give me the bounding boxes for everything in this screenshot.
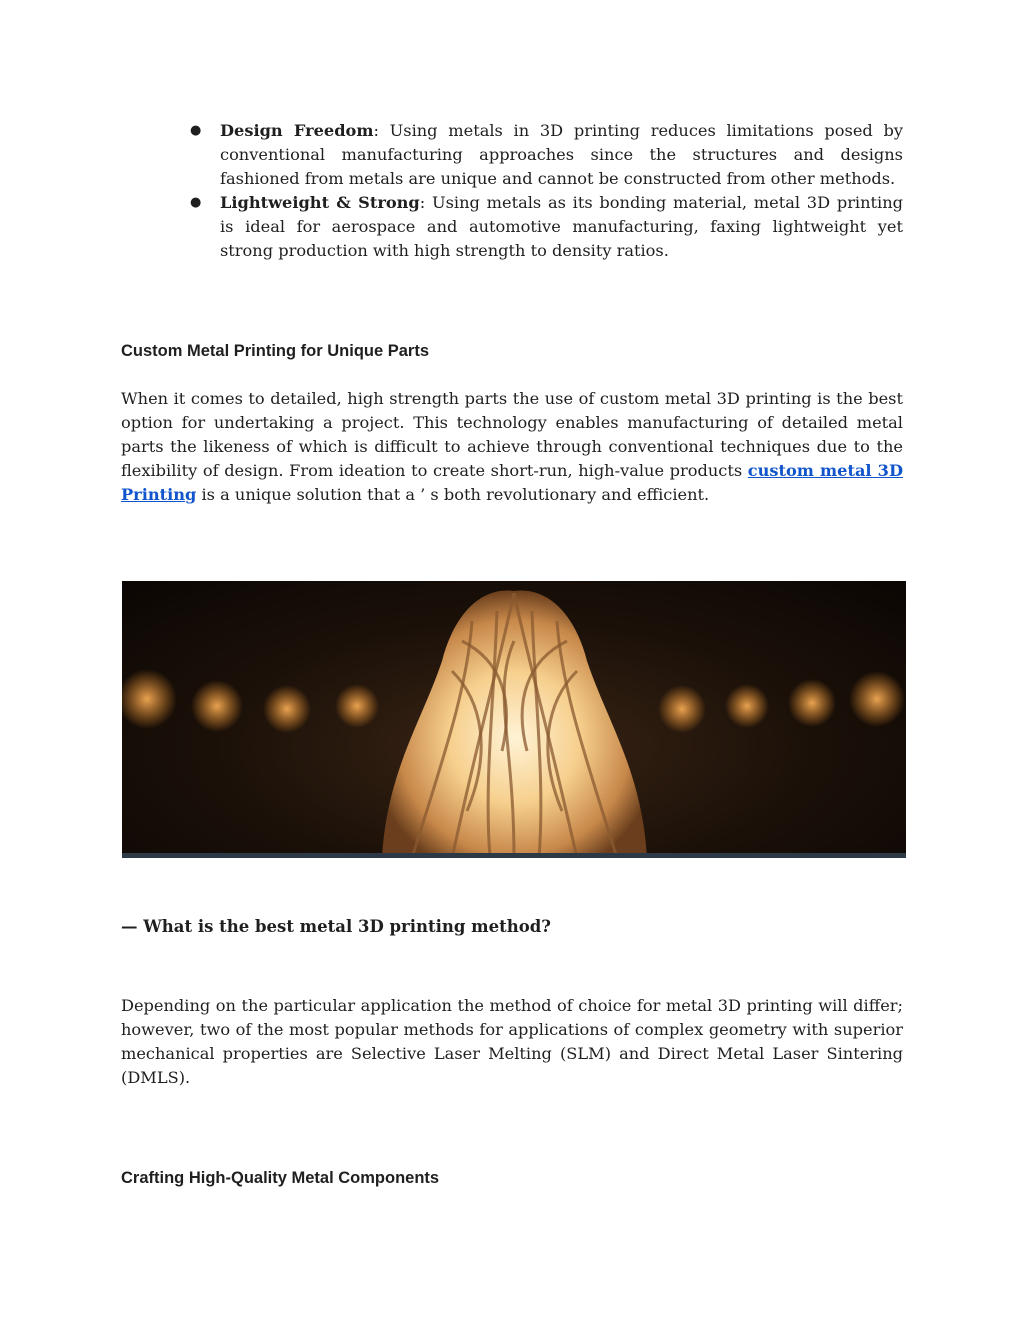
bullet-dot-icon: ●: [190, 123, 202, 138]
feature-bullet-list: [184, 119, 903, 263]
custom-metal-3d-printing-link[interactable]: custom metal 3D Printing: [121, 461, 903, 504]
bullet-lightweight-strong: [184, 191, 903, 263]
bullet-text: : Using metals as its bonding material, metal 3D printing is ideal for aerospace and automotive manufacturing, faxing lightweight yet strong production with high strength to density ratios.: [220, 193, 904, 260]
bullet-dot-icon: ●: [190, 195, 202, 210]
bullet-text: : Using metals in 3D printing reduces limitations posed by conventional manufacturing approaches since the structures and designs fashioned from metals are unique and cannot be constructed from other methods.: [220, 121, 903, 188]
section-heading-best-method: — What is the best metal 3D printing method?: [121, 917, 551, 936]
lamp-photo: [122, 581, 906, 858]
section-heading-crafting: Crafting High-Quality Metal Components: [121, 1169, 440, 1187]
custom-metal-paragraph: [121, 387, 903, 507]
section-heading-custom-metal: Custom Metal Printing for Unique Parts: [121, 342, 430, 360]
bullet-design-freedom: [184, 119, 903, 191]
lamp-body: [382, 591, 647, 858]
bullet-title: Lightweight & Strong: [220, 193, 420, 212]
bullet-title: Design Freedom: [220, 121, 374, 140]
lamp-illustration: [122, 581, 906, 858]
paragraph-text: is a unique solution that a ’ s both revolutionary and efficient.: [196, 485, 710, 504]
best-method-paragraph: Depending on the particular application the method of choice for metal 3D printing will differ; however, two of the most popular methods for applications of complex geometry with superior mechanical properties are Selective Laser Melting (SLM) and Direct Metal Laser Sintering (DMLS).: [121, 996, 903, 1087]
paragraph-text: When it comes to detailed, high strength parts the use of custom metal 3D printing is the best option for undertaking a project. This technology enables manufacturing of detailed metal parts the likeness of which is difficult to achieve through conventional techniques due to the flexibility of design. From ideation to create short-run, high-value products: [121, 389, 903, 480]
